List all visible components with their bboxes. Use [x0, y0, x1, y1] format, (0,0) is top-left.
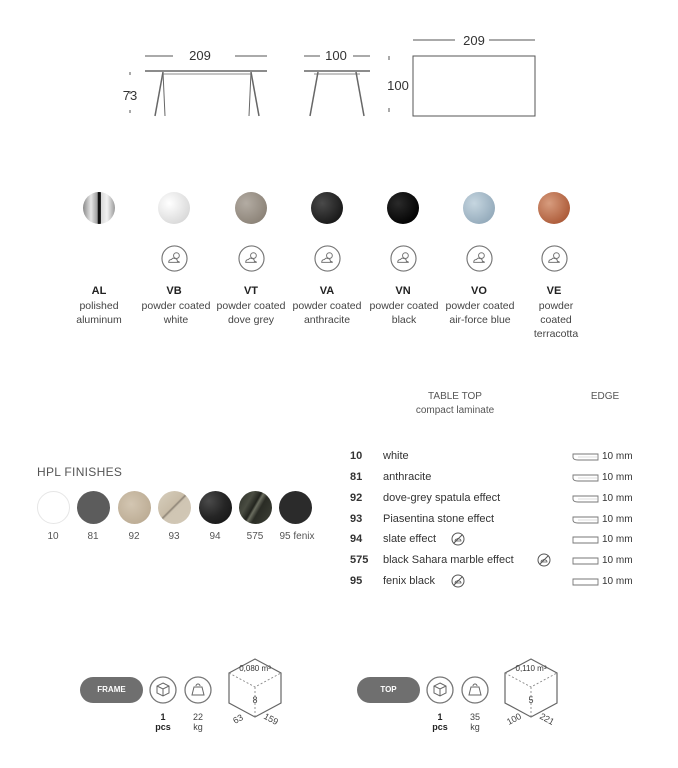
- weight-icon: [461, 676, 489, 704]
- edge-thickness: 10 mm: [602, 534, 633, 545]
- top-code: 94: [350, 533, 363, 545]
- side-depth-label: 100: [325, 48, 347, 63]
- package-pcs: 1: [437, 712, 443, 722]
- finish-swatch-vo: [463, 192, 495, 224]
- not-outdoor-icon: [537, 553, 551, 567]
- finish-swatch-va: [311, 192, 343, 224]
- package-pcs-unit: pcs: [432, 722, 448, 732]
- edge-thickness: 10 mm: [602, 472, 633, 483]
- package-pcs: 1: [160, 712, 166, 722]
- edge-thickness: 10 mm: [602, 514, 633, 525]
- hpl-code: 10: [47, 531, 59, 542]
- finish-description: powder coated terracotta: [533, 300, 579, 340]
- package-pcs-unit: pcs: [155, 722, 171, 732]
- finish-code: VA: [319, 285, 335, 297]
- edge-thickness: 10 mm: [602, 493, 633, 504]
- edge-profile-icon: [572, 535, 600, 545]
- package-depth: 63: [231, 712, 245, 726]
- top-code: 575: [350, 554, 369, 566]
- finish-swatch-vb: [158, 192, 190, 224]
- edge-thickness: 10 mm: [602, 555, 633, 566]
- top-name: fenix black: [383, 575, 435, 587]
- finish-code: VE: [546, 285, 562, 297]
- top-code: 93: [350, 513, 363, 525]
- outdoor-weather-icon: [238, 245, 265, 272]
- finish-swatch-al: [83, 192, 115, 224]
- top-name: white: [383, 450, 409, 462]
- table-top-subheader: compact laminate: [415, 405, 495, 416]
- top-width-label: 209: [463, 33, 485, 48]
- top-name: black Sahara marble effect: [383, 554, 514, 566]
- package-label-pill: FRAME: [80, 677, 143, 703]
- top-code: 81: [350, 471, 363, 483]
- hpl-code: 92: [128, 531, 140, 542]
- top-name: anthracite: [383, 471, 432, 483]
- finish-description: powder coated dove grey: [216, 300, 286, 326]
- package-volume: 0,110 m³: [515, 664, 547, 673]
- finish-description: powder coated black: [369, 300, 439, 326]
- package-weight-unit: kg: [470, 722, 480, 732]
- package-label-pill: TOP: [357, 677, 420, 703]
- outdoor-weather-icon: [390, 245, 417, 272]
- package-weight: 22: [192, 712, 203, 722]
- finish-description: powder coated air-force blue: [445, 300, 515, 326]
- table-top-header: TABLE TOP: [428, 391, 482, 402]
- finish-code: VN: [395, 285, 411, 297]
- package-volume: 0,080 m³: [239, 664, 271, 673]
- outdoor-weather-icon: [161, 245, 188, 272]
- edge-profile-icon: [572, 452, 600, 462]
- outdoor-weather-icon: [314, 245, 341, 272]
- finish-description: powder coated white: [141, 300, 211, 326]
- edge-profile-icon: [572, 494, 600, 504]
- edge-header: EDGE: [590, 391, 620, 402]
- finish-swatch-vn: [387, 192, 419, 224]
- finish-code: VT: [243, 285, 259, 297]
- top-name: Piasentina stone effect: [383, 513, 495, 525]
- package-height: 5: [528, 695, 534, 705]
- top-code: 92: [350, 492, 363, 504]
- finish-code: VB: [166, 285, 182, 297]
- edge-thickness: 10 mm: [602, 451, 633, 462]
- finish-description: powder coated anthracite: [292, 300, 362, 326]
- weight-icon: [184, 676, 212, 704]
- finish-code: VO: [471, 285, 487, 297]
- edge-profile-icon: [572, 577, 600, 587]
- edge-profile-icon: [572, 556, 600, 566]
- not-outdoor-icon: [451, 532, 465, 546]
- hpl-code: 575: [246, 531, 264, 542]
- package-weight: 35: [469, 712, 480, 722]
- height-label: 73: [122, 88, 138, 103]
- box-quantity-icon: [149, 676, 177, 704]
- top-code: 95: [350, 575, 363, 587]
- hpl-code: 95 fenix: [279, 531, 315, 542]
- edge-profile-icon: [572, 515, 600, 525]
- package-height: 8: [252, 695, 258, 705]
- top-name: dove-grey spatula effect: [383, 492, 501, 504]
- finish-swatch-ve: [538, 192, 570, 224]
- hpl-code: 81: [87, 531, 99, 542]
- front-width-label: 209: [189, 48, 211, 63]
- package-width: 221: [538, 711, 556, 727]
- package-depth: 100: [505, 711, 523, 727]
- package-weight-unit: kg: [193, 722, 203, 732]
- package-width: 159: [262, 711, 280, 727]
- edge-thickness: 10 mm: [602, 576, 633, 587]
- hpl-code: 93: [168, 531, 180, 542]
- outdoor-weather-icon: [466, 245, 493, 272]
- hpl-finishes-title: HPL FINISHES: [37, 465, 123, 479]
- outdoor-weather-icon: [541, 245, 568, 272]
- edge-profile-icon: [572, 473, 600, 483]
- box-quantity-icon: [426, 676, 454, 704]
- finish-swatch-vt: [235, 192, 267, 224]
- top-code: 10: [350, 450, 363, 462]
- finish-description: polished aluminum: [76, 300, 122, 326]
- top-depth-label: 100: [387, 78, 409, 93]
- top-name: slate effect: [383, 533, 436, 545]
- not-outdoor-icon: [451, 574, 465, 588]
- finish-code: AL: [91, 285, 107, 297]
- hpl-code: 94: [209, 531, 221, 542]
